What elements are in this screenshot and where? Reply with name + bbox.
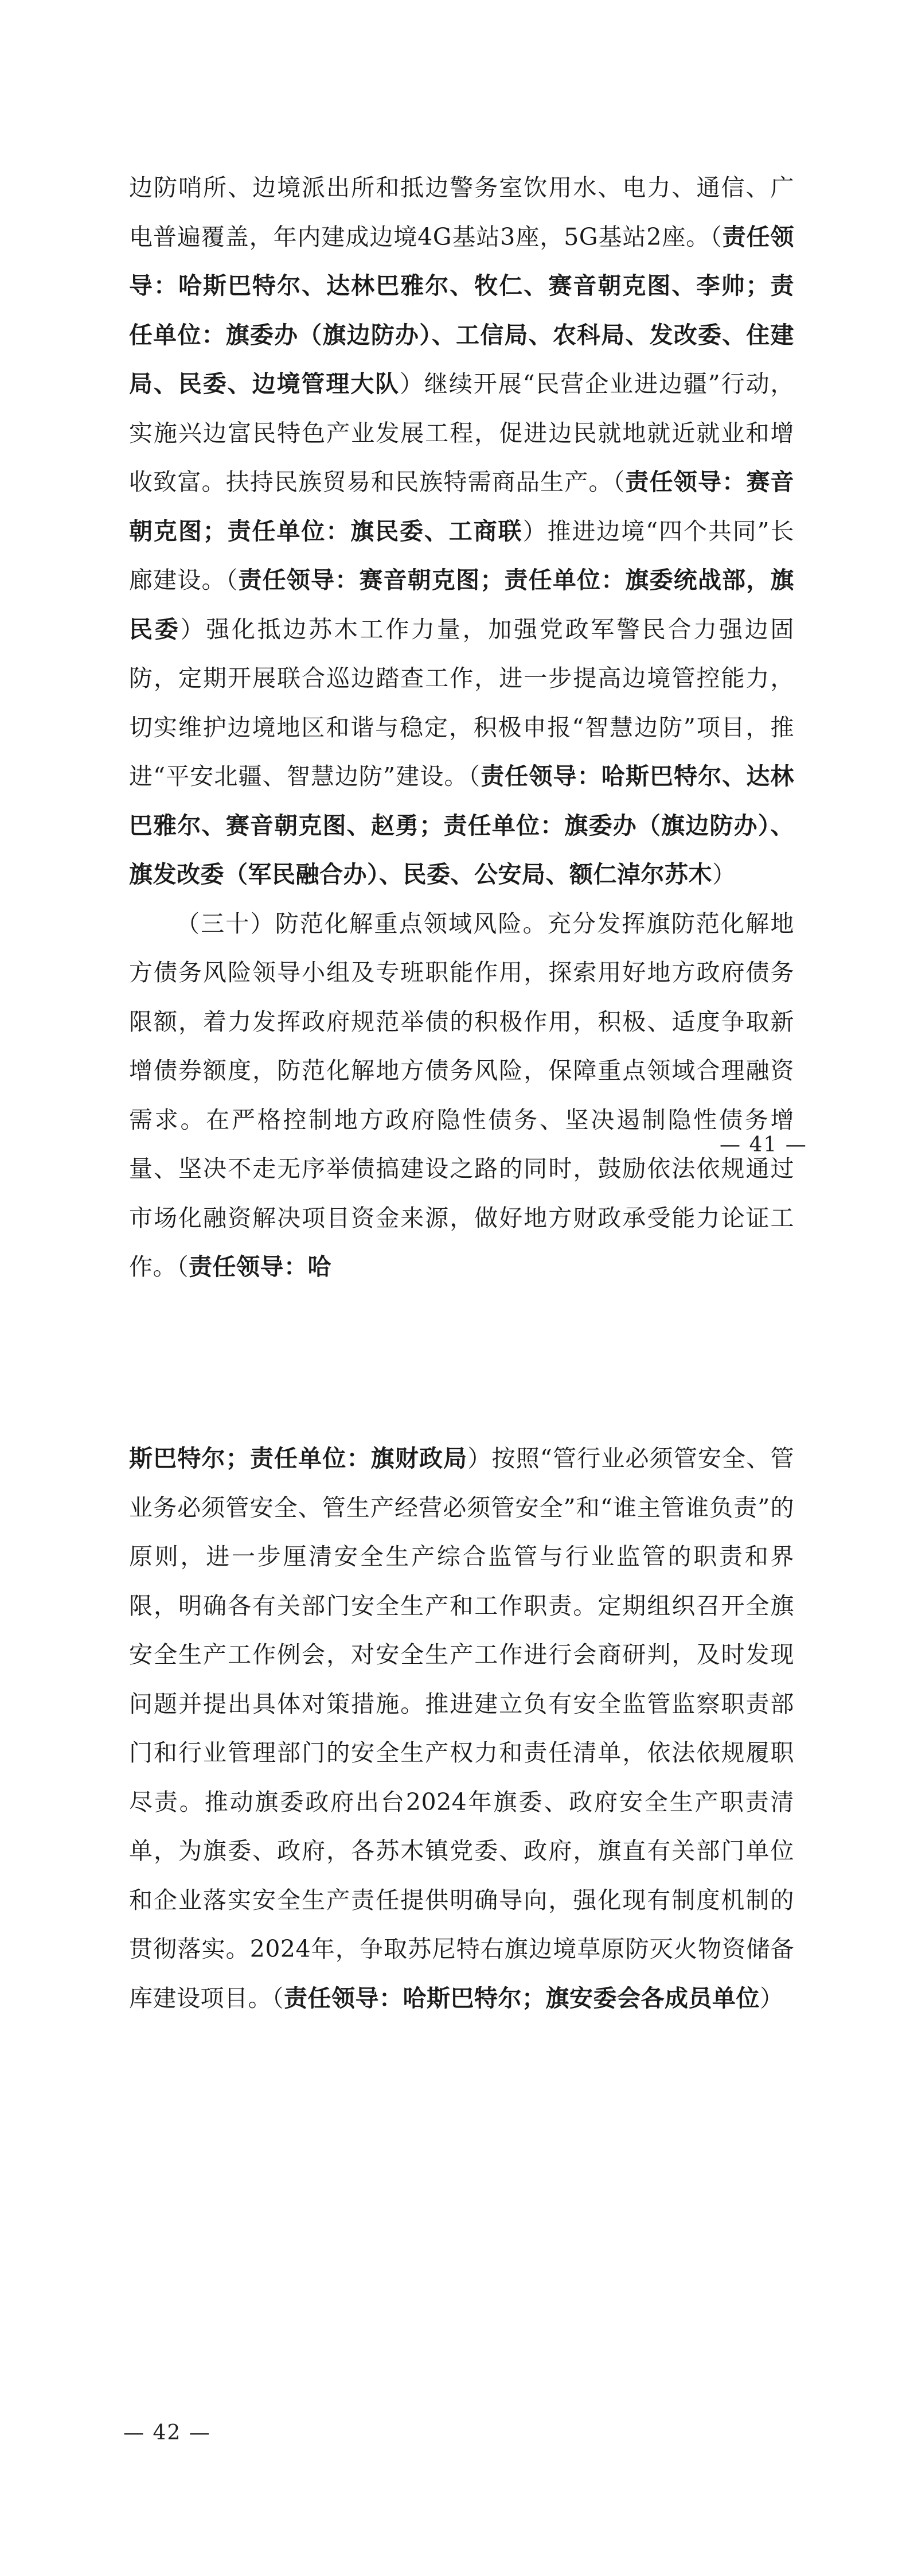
page-number: — 42 — xyxy=(123,2421,211,2445)
body-text: ） xyxy=(712,861,736,888)
page-body xyxy=(129,1434,794,2023)
body-text: ）按照“管行业必须管安全、管业务必须管安全、管生产经营必须管安全”和“谁主管谁负责”的原则，进一步厘清安全生产综合监管与行业监管的职责和界限，明确各有关部门安全生产和工作职责。定期组织召开全旗安全生产工作例会，对安全生产工作进行会商研判，及时发现问题并提出具体对策措施。推进建立负有安全监管监察职责部门和行业管理部门的安全生产权力和责任清单，依法依规履职尽责。推动旗委政府出台2024年旗委、政府安全生产职责清单，为旗委、政府，各苏木镇党委、政府，旗直有关部门单位和企业落实安全生产责任提供明确导向，强化现有制度机制的贯彻落实。2024年，争取苏尼特右旗边境草原防灭火物资储备库建设项目。（ xyxy=(129,1445,795,2012)
paragraph-safety-production xyxy=(129,1434,794,2023)
responsibility-text: 责任领导：哈 xyxy=(189,1253,331,1281)
responsibility-text: 责任领导：赛音朝克图；责任单位：旗委统战部，旗民委 xyxy=(129,566,795,643)
body-text: ）推进边境“四个共同”长廊建设。（ xyxy=(129,517,795,594)
responsibility-text: 责任领导：哈斯巴特尔、达林巴雅尔、赛音朝克图、赵勇；责任单位：旗委办（旗边防办）、旗发改委（军民融合办）、民委、公安局、额仁淖尔苏木 xyxy=(129,762,795,888)
body-text: 边防哨所、边境派出所和抵边警务室饮用水、电力、通信、广电普遍覆盖，年内建成边境4G基站3座，5G基站2座。（ xyxy=(129,174,794,251)
responsibility-text: 责任领导：哈斯巴特尔；旗安委会各成员单位 xyxy=(284,1984,760,2012)
body-text: （三十）防范化解重点领域风险。充分发挥旗防范化解地方债务风险领导小组及专班职能作用，探索用好地方政府债务限额，着力发挥政府规范举债的积极作用，积极、适度争取新增债券额度，防范化解地方债务风险，保障重点领域合理融资需求。在严格控制地方政府隐性债务、坚决遏制隐性债务增量、坚决不走无序举债搞建设之路的同时，鼓励依法依规通过市场化融资解决项目资金来源，做好地方财政承受能力论证工作。（ xyxy=(129,909,794,1281)
document-page-42 xyxy=(0,1288,910,2576)
responsibility-text: 责任领导：赛音朝克图；责任单位：旗民委、工商联 xyxy=(129,468,795,545)
body-text: ） xyxy=(760,1984,784,2012)
paragraph-border-development xyxy=(129,164,794,900)
responsibility-text: 斯巴特尔；责任单位：旗财政局 xyxy=(129,1445,468,1472)
body-text: ）继续开展“民营企业进边疆”行动，实施兴边富民特色产业发展工程，促进边民就地就近就业和增收致富。扶持民族贸易和民族特需商品生产。（ xyxy=(129,370,794,496)
page-body xyxy=(129,164,794,1288)
body-text: ）强化抵边苏木工作力量，加强党政军警民合力强边固防，定期开展联合巡边踏查工作，进一步提高边境管控能力，切实维护边境地区和谐与稳定，积极申报“智慧边防”项目，推进“平安北疆、智慧边防”建设。（ xyxy=(129,615,795,790)
page-number: — 41 — xyxy=(720,1133,807,1157)
paragraph-risk-prevention xyxy=(129,900,794,1289)
responsibility-text: 责任领导：哈斯巴特尔、达林巴雅尔、牧仁、赛音朝克图、李帅；责任单位：旗委办（旗边防办）、工信局、农科局、发改委、住建局、民委、边境管理大队 xyxy=(129,223,795,398)
